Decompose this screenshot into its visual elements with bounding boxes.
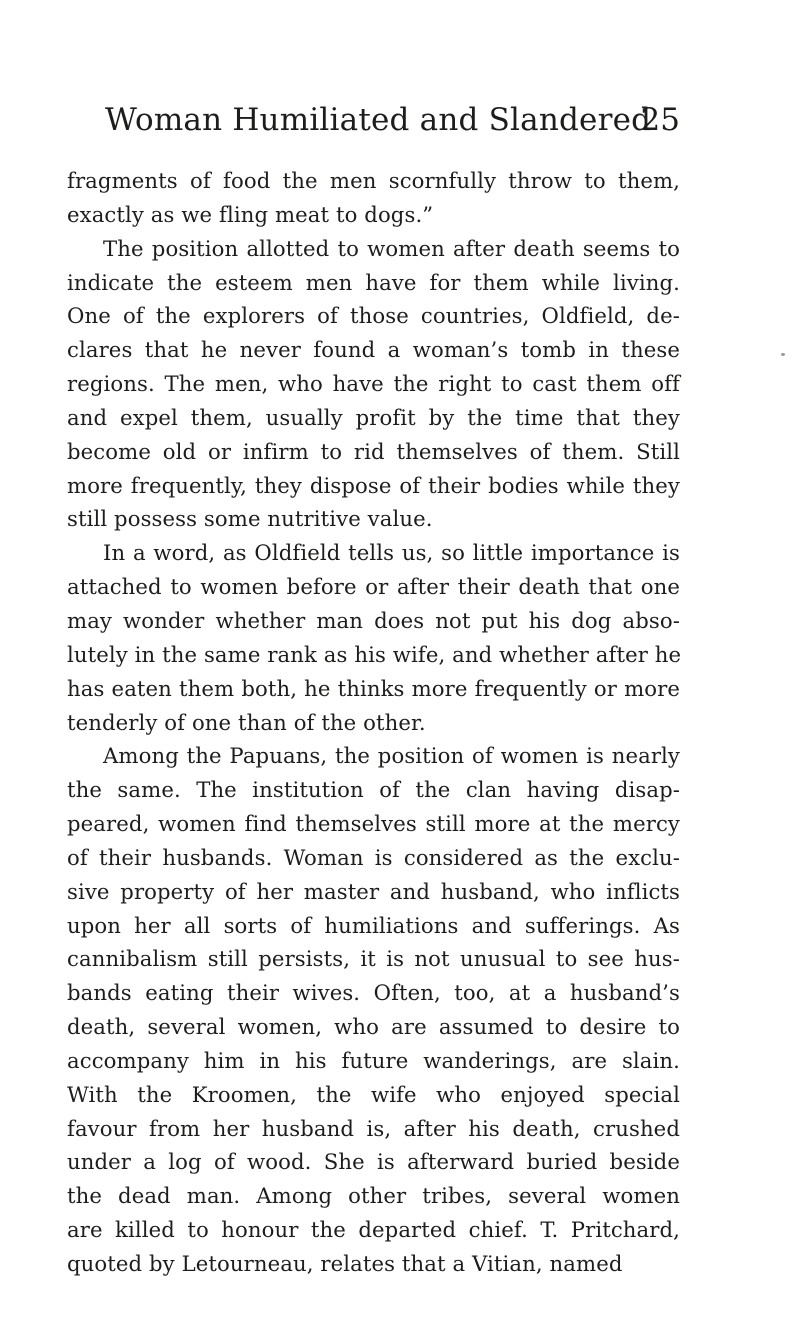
text-line: With the Kroomen, the wife who enjoyed special: [67, 1081, 680, 1107]
text-line: of their husbands. Woman is considered as the exclu-: [67, 844, 680, 870]
body-text: [67, 164, 680, 1281]
paper-speck: [781, 353, 785, 356]
text-line: accompany him in his future wanderings, are slain.: [67, 1047, 680, 1073]
text-line: One of the explorers of those countries, Oldfield, de-: [67, 303, 680, 329]
text-line: regions. The men, who have the right to cast them off: [67, 371, 680, 397]
text-line: sive property of her master and husband, who inflicts: [67, 878, 680, 904]
text-line: quoted by Letourneau, relates that a Vitian, named: [67, 1251, 623, 1276]
text-line: lutely in the same rank as his wife, and whether after he: [67, 641, 682, 667]
paragraph-start: In a word, as Oldfield tells us, so little importance is: [103, 540, 680, 566]
text-line: still possess some nutritive value.: [67, 506, 433, 532]
text-line: has eaten them both, he thinks more frequently or more: [67, 675, 680, 701]
text-line: under a log of wood. She is afterward buried beside: [67, 1149, 680, 1175]
running-head: [105, 97, 680, 143]
text-line: cannibalism still persists, it is not unusual to see hus-: [67, 946, 680, 972]
text-line: indicate the esteem men have for them while living.: [67, 269, 680, 295]
text-line: fragments of food the men scornfully throw to them,: [67, 168, 680, 193]
text-line: tenderly of one than of the other.: [67, 709, 426, 735]
page-number: 25: [640, 102, 680, 138]
text-line: the same. The institution of the clan having disap-: [67, 777, 680, 803]
text-line: peared, women find themselves still more at the mercy: [67, 811, 680, 837]
text-line: more frequently, they dispose of their bodies while they: [67, 472, 680, 498]
text-line: death, several women, who are assumed to desire to: [67, 1014, 680, 1040]
text-line: favour from her husband is, after his death, crushed: [67, 1115, 680, 1141]
text-line: attached to women before or after their death that one: [67, 574, 680, 600]
chapter-title: Woman Humiliated and Slandered: [105, 102, 652, 138]
text-line: clares that he never found a woman’s tomb in these: [67, 337, 680, 363]
text-line: exactly as we fling meat to dogs.”: [67, 201, 434, 227]
text-line: are killed to honour the departed chief. T. Pritchard,: [67, 1217, 680, 1243]
paragraph-start: The position allotted to women after death seems to: [103, 235, 680, 261]
text-line: upon her all sorts of humiliations and sufferings. As: [67, 912, 680, 938]
text-line: and expel them, usually profit by the time that they: [67, 404, 680, 430]
text-line: the dead man. Among other tribes, several women: [67, 1183, 680, 1209]
text-line: become old or infirm to rid themselves of them. Still: [67, 438, 680, 464]
text-line: bands eating their wives. Often, too, at a husband’s: [67, 980, 680, 1006]
text-line: may wonder whether man does not put his dog abso-: [67, 607, 680, 633]
paragraph-start: Among the Papuans, the position of women is nearly: [103, 743, 680, 769]
